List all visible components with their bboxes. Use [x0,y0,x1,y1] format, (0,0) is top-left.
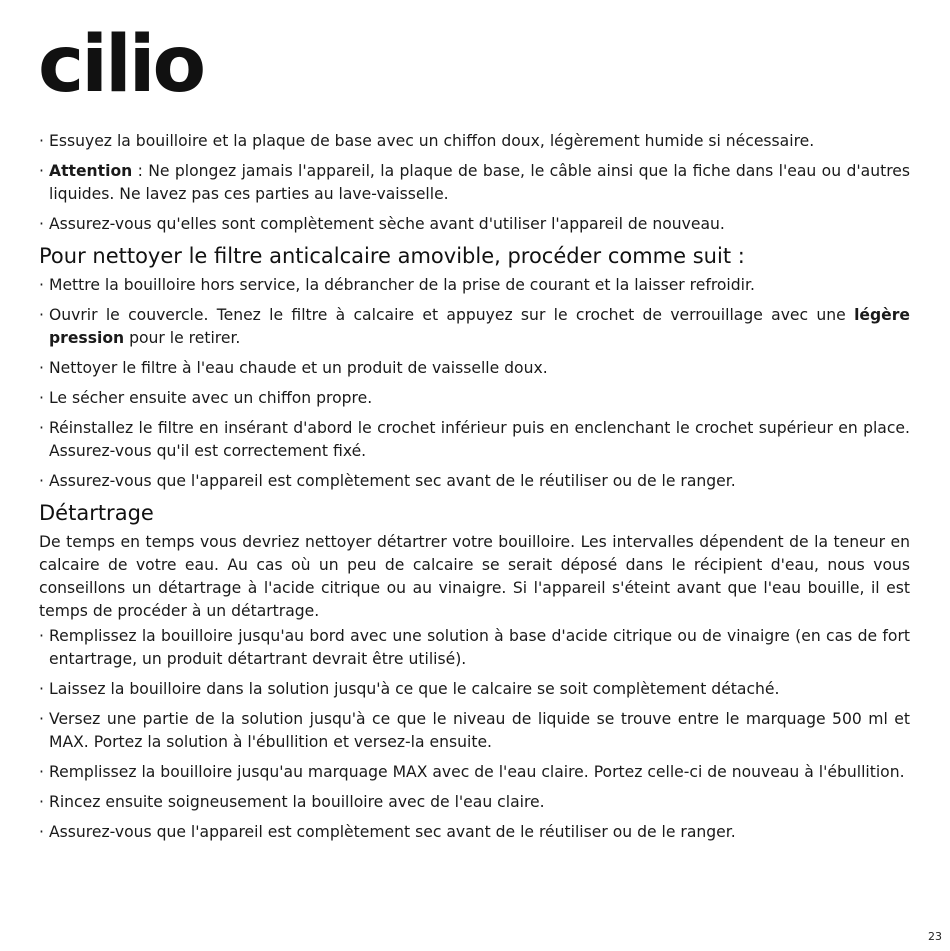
manual-content [39,130,910,851]
descaling-item-2 [39,678,910,701]
bullet: · [39,627,44,645]
bullet: · [39,359,44,377]
bullet: · [39,793,44,811]
intro-item-2 [39,160,910,206]
bullet: · [39,710,44,728]
descaling-item-1 [39,625,910,671]
item-text: Laissez la bouilloire dans la solution jusqu'à ce que le calcaire se soit complètement détaché. [49,680,780,698]
bullet: · [39,215,44,233]
item-text: Réinstallez le filtre en insérant d'abord le crochet inférieur puis en enclenchant le crochet supérieur en place. Assurez-vous qu'il est correctement fixé. [49,419,910,460]
item-text: Mettre la bouilloire hors service, la débrancher de la prise de courant et la laisser refroidir. [49,276,755,294]
emphasis-text: légère pression [49,306,910,347]
item-text: Ouvrir le couvercle. Tenez le filtre à calcaire et appuyez sur le crochet de verrouillage avec une [49,306,855,324]
bullet: · [39,419,44,437]
filter-item-3 [39,357,910,380]
filter-item-2 [39,304,910,350]
filter-section-heading: Pour nettoyer le filtre anticalcaire amovible, procéder comme suit : [39,244,745,268]
descaling-item-4 [39,761,910,784]
bullet: · [39,132,44,150]
item-text: Remplissez la bouilloire jusqu'au marquage MAX avec de l'eau claire. Portez celle-ci de nouveau à l'ébullition. [49,763,905,781]
descaling-item-6 [39,821,910,844]
filter-item-4 [39,387,910,410]
bullet: · [39,472,44,490]
descaling-item-5 [39,791,910,814]
item-text: Versez une partie de la solution jusqu'à ce que le niveau de liquide se trouve entre le marquage 500 ml et MAX. Portez la solution à l'ébullition et versez-la ensuite. [49,710,910,751]
item-text-after: pour le retirer. [124,329,241,347]
item-text: Assurez-vous qu'elles sont complètement sèche avant d'utiliser l'appareil de nouveau. [49,215,725,233]
item-text: Rincez ensuite soigneusement la bouilloire avec de l'eau claire. [49,793,545,811]
page-number: 23 [928,930,942,943]
filter-item-1 [39,274,910,297]
filter-item-6 [39,470,910,493]
item-text: Assurez-vous que l'appareil est complètement sec avant de le réutiliser ou de le ranger. [49,472,736,490]
bullet: · [39,680,44,698]
intro-item-3 [39,213,910,236]
bullet: · [39,823,44,841]
bullet: · [39,276,44,294]
bullet: · [39,306,44,324]
item-text: Le sécher ensuite avec un chiffon propre. [49,389,373,407]
filter-item-5 [39,417,910,463]
attention-label: Attention [49,162,133,180]
item-text: Nettoyer le filtre à l'eau chaude et un produit de vaisselle doux. [49,359,548,377]
item-text: Assurez-vous que l'appareil est complètement sec avant de le réutiliser ou de le ranger. [49,823,736,841]
bullet: · [39,763,44,781]
cilio-logo: cilio [38,20,204,110]
descaling-heading: Détartrage [39,501,154,525]
item-text: : Ne plongez jamais l'appareil, la plaque de base, le câble ainsi que la fiche dans l'eau ou d'autres liquides. Ne lavez pas ces parties au lave-vaisselle. [49,162,910,203]
item-text: Essuyez la bouilloire et la plaque de base avec un chiffon doux, légèrement humide si nécessaire. [49,132,815,150]
bullet: · [39,162,44,180]
descaling-item-3 [39,708,910,754]
descaling-intro: De temps en temps vous devriez nettoyer détartrer votre bouilloire. Les intervalles dépendent de la teneur en calcaire de votre eau. Au cas où un peu de calcaire se serait déposé dans le récipient d'eau, nous vous conseillons un détartrage à l'acide citrique ou au vinaigre. Si l'appareil s'éteint avant que l'eau bouille, il est temps de procéder à un détartrage. [39,533,910,620]
bullet: · [39,389,44,407]
intro-item-1 [39,130,910,153]
item-text: Remplissez la bouilloire jusqu'au bord avec une solution à base d'acide citrique ou de vinaigre (en cas de fort entartrage, un produit détartrant devrait être utilisé). [49,627,910,668]
